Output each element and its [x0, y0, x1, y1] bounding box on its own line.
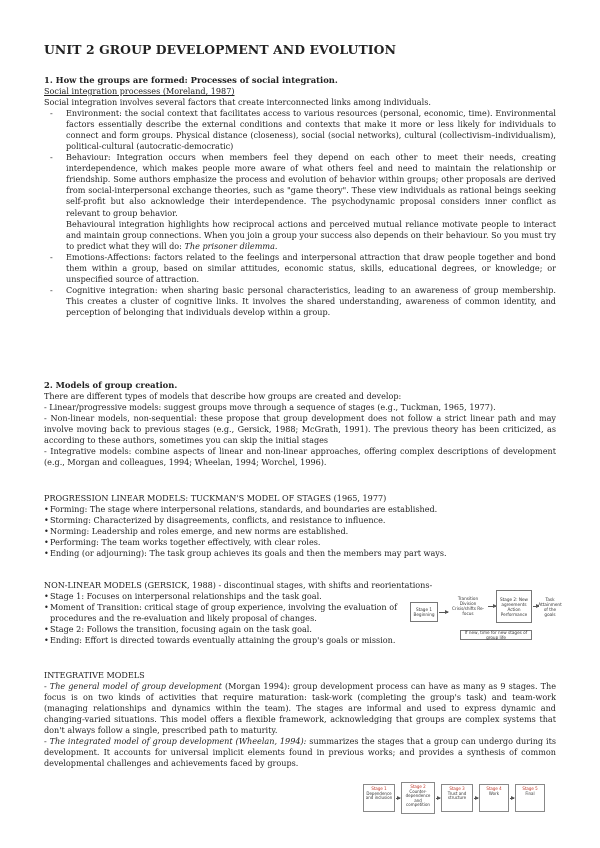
- diagram-arrow: [439, 612, 448, 613]
- list-item: • Performing: The team works together effectively, with clear roles.: [44, 537, 556, 548]
- models-line: - Integrative models: combine aspects of linear and non-linear approaches, offering complex descriptions of development (e.g., Morgan and colleagues, 1994; Wheelan, 1994; Worchel, 1996).: [44, 446, 556, 468]
- list-item: - Behaviour: Integration occurs when members feel they depend on each other to meet their needs, creating interdependence, which makes people more aware of what others feel and need to maintain the relationship or friendship. Some authors emphasize the process and evolution of behavior within groups; other proposals are derived from social-interpersonal exchange theories, such as "game theory". These view individuals as rational beings seeking self-profit but also acknowledge their interdependence. The psychodynamic proposal considers inner conflict as relevant to group behavior. Behavioural integration highlights how reciprocal actions and perceived mutual reliance motivate people to interact and maintain group connections. When you join a group your success also depends on their behaviour. So you must try to predict what they will do: The prisoner dilemma.: [44, 152, 556, 251]
- section-1-heading: 1. How the groups are formed: Processes of social integration.: [44, 75, 338, 85]
- section-models: [44, 380, 556, 468]
- prisoner-dilemma: The prisoner dilemma.: [184, 240, 278, 251]
- diagram-transition: Transition Division Crisis/shifts Re-focus: [449, 592, 487, 620]
- wheelan-diagram: [363, 782, 553, 814]
- diagram-arrow: [396, 798, 400, 799]
- list-item: • Forming: The stage where interpersonal relations, standards, and boundaries are established.: [44, 504, 556, 515]
- section-tuckman: [44, 493, 556, 559]
- tuckman-list: [44, 504, 556, 559]
- section-integrative: [44, 670, 556, 769]
- list-item: - Emotions-Affections: factors related to the feelings and interpersonal attraction that draw people together and bond them within a group, based on similar attitudes, economic status, skills, educational degrees, or knowledge; or unspecified source of attraction.: [44, 252, 556, 285]
- gersick-list: [44, 591, 404, 646]
- section-social-integration: [44, 75, 556, 318]
- gersick-diagram: [410, 590, 560, 645]
- diagram-goal: Task Attainment of the goals: [538, 597, 562, 617]
- list-item: • Moment of Transition: critical stage of group experience, involving the evaluation of procedures and the re-evaluation and likely proposal of changes.: [44, 602, 404, 624]
- list-item: - Environment: the social context that facilitates access to various resources (personal, economic, time). Environmental factors essentially describe the external conditions and contexts that make it more or less likely for individuals to connect and form groups. Physical distance (closeness), social (social networks), cultural (collectivism–individualism), political-cultural (autocratic-democratic): [44, 108, 556, 152]
- section-1-intro: Social integration involves several factors that create interconnected links among individuals.: [44, 97, 431, 108]
- page-title: UNIT 2 GROUP DEVELOPMENT AND EVOLUTION: [44, 42, 397, 57]
- integrative-heading: INTEGRATIVE MODELS: [44, 670, 145, 680]
- tuckman-heading: PROGRESSION LINEAR MODELS: TUCKMAN'S MODEL OF STAGES (1965, 1977): [44, 493, 387, 503]
- gersick-heading: NON-LINEAR MODELS (GERSICK, 1988) - discontinual stages, with shifts and reorientations-: [44, 580, 433, 590]
- integration-list: [44, 108, 556, 318]
- stage-box: Stage 4 Work: [479, 784, 509, 812]
- stage-box: Stage 2 Counter-dependence and competition: [401, 782, 435, 814]
- stage-box: Stage 5 Final: [515, 784, 545, 812]
- diagram-arrow: [474, 798, 478, 799]
- list-item: • Stage 2: Follows the transition, focusing again on the task goal.: [44, 624, 404, 635]
- diagram-arrow: [510, 798, 514, 799]
- list-item: • Ending (or adjourning): The task group achieves its goals and then the members may part ways.: [44, 548, 556, 559]
- list-item: • Ending: Effort is directed towards eventually attaining the group's goals or mission.: [44, 635, 404, 646]
- models-line: There are different types of models that describe how groups are created and develop:: [44, 391, 402, 401]
- diagram-stage1: Stage 1 Beginning: [410, 602, 438, 622]
- stage-box: Stage 3 Trust and structure: [441, 784, 473, 812]
- section-1-subheading: Social integration processes (Moreland, 1987): [44, 86, 235, 96]
- integrated-model-paragraph: - The integrated model of group development (Wheelan, 1994): summarizes the stages that a group can undergo during its development. It accounts for universal implicit elements found in previous works; and provides a synthesis of common developmental challenges and achievements faced by groups.: [44, 736, 556, 769]
- models-line: - Non-linear models, non-sequential: these propose that group development does not follow a strict linear path and may involve moving back to previous stages (e.g., Gersick, 1988; McGrath, 1991). The previous theory has been criticized, as according to these authors, sometimes you can skip the initial stages: [44, 413, 556, 446]
- list-item: • Norming: Leadership and roles emerge, and new norms are established.: [44, 526, 556, 537]
- section-2-heading: 2. Models of group creation.: [44, 380, 178, 390]
- list-item: • Stage 1: Focuses on interpersonal relationships and the task goal.: [44, 591, 404, 602]
- behaviour-extra: Behavioural integration highlights how reciprocal actions and perceived mutual reliance motivate people to interact and maintain group connections. When you join a group your success also depends on their behaviour. So you must try to predict what they will do:: [66, 218, 556, 251]
- diagram-arrow: [436, 798, 440, 799]
- list-item: - Cognitive integration: when sharing basic personal characteristics, leading to an awareness of group membership. This creates a cluster of cognitive links. It involves the shared understanding, awareness of common identity, and perception of belonging that individuals develop within a group.: [44, 285, 556, 318]
- diagram-stage2: Stage 2: New agreements Action Performance: [496, 590, 532, 623]
- diagram-arrow: [488, 606, 496, 607]
- diagram-caption: If new, time for new stages of group life: [460, 630, 532, 640]
- general-model-paragraph: - The general model of group development (Morgan 1994): group development process can have as many as 9 stages. The focus is on two kinds of activities that require maturation: task-work (completing the group's task) and team-work (managing relationships and dynamics within the team). The stages are informal and used to express dynamic and changing-varied situations. This model offers a flexible framework, acknowledging that groups are complex systems that don't always follow a single, prescribed path to maturity.: [44, 681, 556, 736]
- list-item: • Storming: Characterized by disagreements, conflicts, and resistance to influence.: [44, 515, 556, 526]
- stage-box: Stage 1 Dependence and inclusion: [363, 784, 395, 812]
- models-line: - Linear/progressive models: suggest groups move through a sequence of stages (e.g., Tuckman, 1965, 1977).: [44, 402, 496, 413]
